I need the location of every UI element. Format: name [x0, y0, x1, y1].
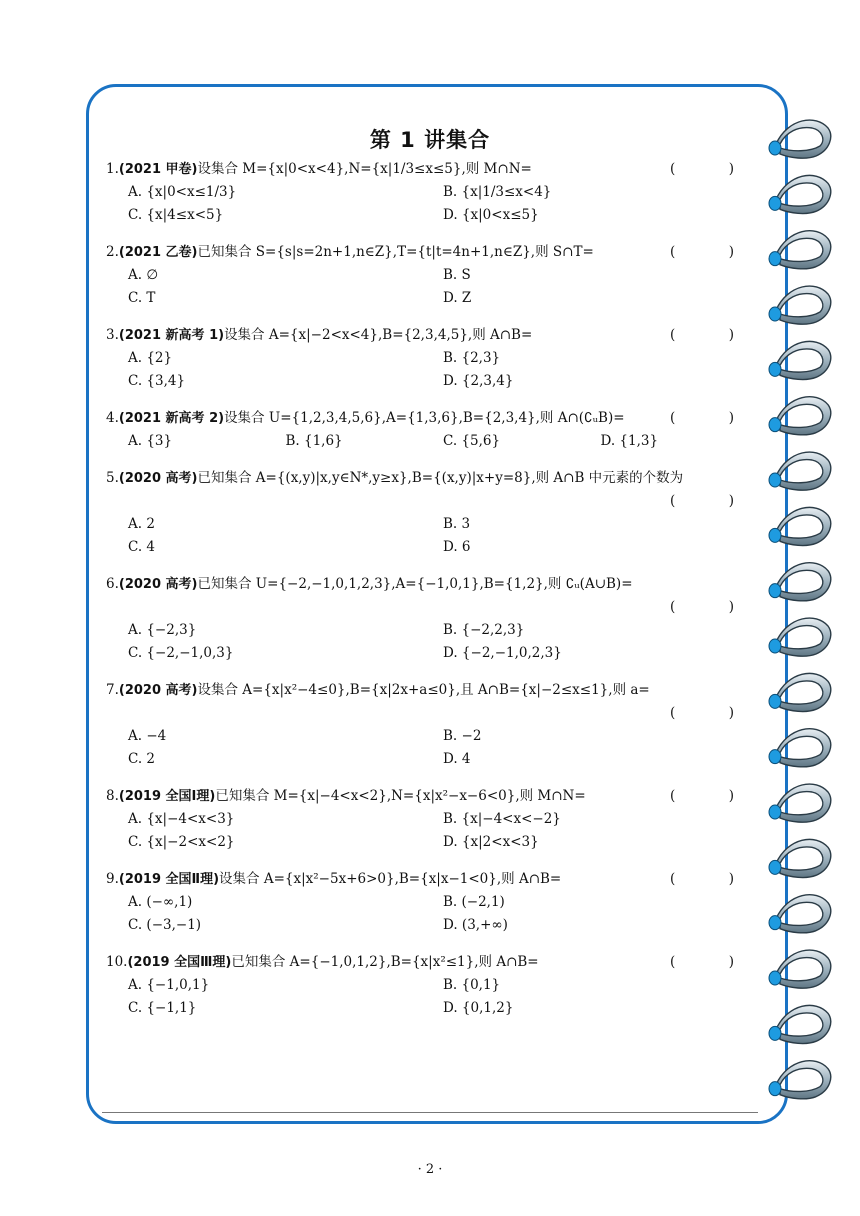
spiral-ring — [776, 231, 831, 269]
page-title: 第 1 讲集合 — [369, 128, 491, 152]
spiral-ring — [776, 1005, 831, 1043]
options — [106, 974, 758, 1020]
option-d: D. (3,+∞) — [443, 917, 508, 933]
option-c: C. {x|−2<x<2} — [128, 834, 235, 850]
spiral-ring — [776, 950, 831, 988]
option-c: C. 4 — [128, 539, 156, 555]
option-b: B. 3 — [443, 516, 471, 532]
question-3 — [106, 324, 758, 393]
spiral-hole — [769, 916, 781, 930]
question-stem: 4.(2021 新高考 2)设集合 U={1,2,3,4,5,6},A={1,3,6},B={2,3,4},则 A∩(∁ᵤB)= ( ) — [106, 407, 758, 430]
option-d: D. 4 — [443, 751, 471, 767]
option-a: A. {x|−4<x<3} — [128, 811, 235, 827]
answer-blank: ( ) — [669, 161, 754, 177]
answer-blank: ( ) — [669, 954, 754, 970]
options — [106, 181, 758, 227]
option-a: A. {x|0<x≤1/3} — [128, 184, 237, 200]
spiral-ring — [776, 895, 831, 933]
option-d: D. {x|2<x<3} — [443, 834, 539, 850]
option-d: D. {2,3,4} — [443, 373, 514, 389]
spiral-ring — [776, 175, 831, 213]
spiral-hole — [769, 196, 781, 210]
option-a: A. ∅ — [128, 267, 159, 283]
spiral-hole — [769, 362, 781, 376]
question-stem: 3.(2021 新高考 1)设集合 A={x|−2<x<4},B={2,3,4,5},则 A∩B= ( ) — [106, 324, 758, 347]
option-a: A. {2} — [128, 350, 173, 366]
spiral-hole — [769, 1026, 781, 1040]
spiral-binding — [768, 104, 836, 1100]
question-stem: 10.(2019 全国Ⅲ理)已知集合 A={−1,0,1,2},B={x|x²≤1},则 A∩B= ( ) — [106, 951, 758, 974]
spiral-hole — [769, 860, 781, 874]
spiral-hole — [769, 1082, 781, 1096]
option-b: B. (−2,1) — [443, 894, 505, 910]
question-stem: 2.(2021 乙卷)已知集合 S={s|s=2n+1,n∈Z},T={t|t=4n+1,n∈Z},则 S∩T= ( ) — [106, 241, 758, 264]
option-b: B. {2,3} — [443, 350, 501, 366]
page-number: · 2 · — [417, 1162, 443, 1177]
spiral-ring — [776, 507, 831, 545]
option-d: D. {x|0<x≤5} — [443, 207, 539, 223]
question-7 — [106, 679, 758, 771]
question-stem: 1.(2021 甲卷)设集合 M={x|0<x<4},N={x|1/3≤x≤5},则 M∩N= ( ) — [106, 158, 758, 181]
question-5 — [106, 467, 758, 559]
option-d: D. Z — [443, 290, 472, 306]
option-a: A. −4 — [128, 728, 167, 744]
question-10 — [106, 951, 758, 1020]
spiral-hole — [769, 307, 781, 321]
question-6 — [106, 573, 758, 665]
spiral-ring — [776, 729, 831, 767]
answer-blank: ( ) — [669, 871, 754, 887]
option-a: A. {−2,3} — [128, 622, 197, 638]
spiral-ring — [776, 341, 831, 379]
question-stem: 6.(2020 高考)已知集合 U={−2,−1,0,1,2,3},A={−1,0,1},B={1,2},则 ∁ᵤ(A∪B)= — [106, 576, 633, 592]
option-b: B. S — [443, 267, 471, 283]
option-b: B. −2 — [443, 728, 482, 744]
spiral-hole — [769, 418, 781, 432]
options — [106, 430, 758, 453]
option-b: B. {−2,2,3} — [443, 622, 525, 638]
question-1 — [106, 158, 758, 227]
spiral-ring — [776, 1061, 831, 1099]
spiral-hole — [769, 584, 781, 598]
spiral-hole — [769, 805, 781, 819]
options — [106, 347, 758, 393]
option-c: C. {3,4} — [128, 373, 186, 389]
option-a: A. {−1,0,1} — [128, 977, 210, 993]
options — [106, 891, 758, 937]
question-8 — [106, 785, 758, 854]
option-a: A. {3} — [128, 433, 173, 449]
answer-blank: ( ) — [669, 788, 754, 804]
spiral-hole — [769, 252, 781, 266]
bottom-divider — [102, 1112, 758, 1113]
spiral-hole — [769, 694, 781, 708]
spiral-hole — [769, 750, 781, 764]
option-b: B. {x|−4<x<−2} — [443, 811, 561, 827]
spiral-ring — [776, 286, 831, 324]
option-c: C. {x|4≤x<5} — [128, 207, 224, 223]
spiral-hole — [769, 528, 781, 542]
option-c: C. 2 — [128, 751, 156, 767]
answer-blank: ( ) — [669, 493, 754, 509]
options — [106, 725, 758, 771]
answer-blank: ( ) — [669, 705, 754, 721]
option-d: D. {0,1,2} — [443, 1000, 514, 1016]
question-9 — [106, 868, 758, 937]
options — [106, 264, 758, 310]
spiral-ring — [776, 839, 831, 877]
question-stem: 9.(2019 全国Ⅱ理)设集合 A={x|x²−5x+6>0},B={x|x−1<0},则 A∩B= ( ) — [106, 868, 758, 891]
option-b: B. {x|1/3≤x<4} — [443, 184, 552, 200]
spiral-ring — [776, 618, 831, 656]
spiral-ring — [776, 452, 831, 490]
spiral-ring — [776, 563, 831, 601]
question-stem: 5.(2020 高考)已知集合 A={(x,y)|x,y∈N*,y≥x},B={(x,y)|x+y=8},则 A∩B 中元素的个数为 — [106, 470, 684, 486]
option-b: B. {0,1} — [443, 977, 501, 993]
option-d: D. {−2,−1,0,2,3} — [443, 645, 562, 661]
question-4 — [106, 407, 758, 453]
spiral-hole — [769, 639, 781, 653]
option-c: C. {−2,−1,0,3} — [128, 645, 234, 661]
spiral-ring — [776, 673, 831, 711]
options — [106, 808, 758, 854]
question-stem: 7.(2020 高考)设集合 A={x|x²−4≤0},B={x|2x+a≤0},且 A∩B={x|−2≤x≤1},则 a= — [106, 682, 650, 698]
spiral-ring — [776, 397, 831, 435]
options — [106, 513, 758, 559]
option-c: C. T — [128, 290, 156, 306]
option-c: C. (−3,−1) — [128, 917, 202, 933]
spiral-ring — [776, 784, 831, 822]
option-a: A. (−∞,1) — [128, 894, 193, 910]
option-d: D. 6 — [443, 539, 471, 555]
answer-blank: ( ) — [669, 410, 754, 426]
options — [106, 619, 758, 665]
option-d: D. {1,3} — [600, 433, 659, 449]
answer-blank: ( ) — [669, 327, 754, 343]
option-b: B. {1,6} — [285, 433, 343, 449]
answer-blank: ( ) — [669, 599, 754, 615]
question-list — [106, 158, 758, 1034]
option-a: A. 2 — [128, 516, 155, 532]
question-stem: 8.(2019 全国Ⅰ理)已知集合 M={x|−4<x<2},N={x|x²−x−6<0},则 M∩N= ( ) — [106, 785, 758, 808]
spiral-hole — [769, 971, 781, 985]
option-c: C. {−1,1} — [128, 1000, 197, 1016]
option-c: C. {5,6} — [443, 433, 501, 449]
question-2 — [106, 241, 758, 310]
answer-blank: ( ) — [669, 244, 754, 260]
spiral-hole — [769, 473, 781, 487]
